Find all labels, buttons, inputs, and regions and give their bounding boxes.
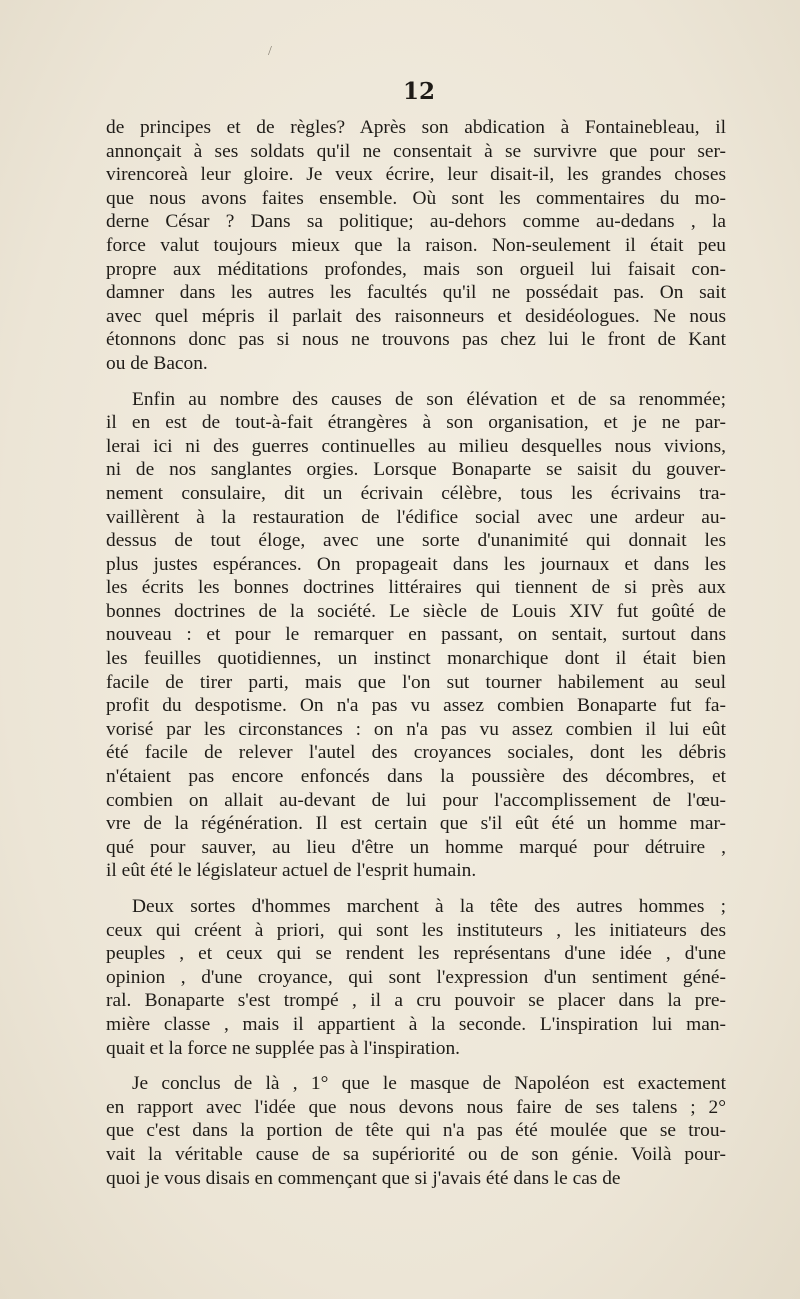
text-line: nement consulaire, dit un écrivain célèbre, tous les écrivains tra-	[106, 482, 726, 504]
text-line: que nous avons faites ensemble. Où sont les commentaires du mo-	[106, 187, 726, 209]
text-line: annonçait à ses soldats qu'il ne consentait à se survivre que pour ser-	[106, 140, 726, 162]
text-line: peuples , et ceux qui se rendent les représentans d'une idée , d'une	[106, 943, 726, 965]
text-line: nouveau : et pour le remarquer en passant, on sentait, surtout dans	[106, 624, 726, 646]
paragraph	[106, 1072, 726, 1190]
text-line: qué pour sauver, au lieu d'être un homme marqué pour détruire ,	[106, 836, 726, 858]
text-line: il eût été le législateur actuel de l'esprit humain.	[106, 860, 477, 882]
page-number: 12	[402, 78, 435, 105]
paragraph	[106, 388, 726, 883]
text-line: propre aux méditations profondes, mais son orgueil lui faisait con-	[106, 258, 726, 280]
text-line: été facile de relever l'autel des croyances sociales, dont les débris	[106, 742, 726, 764]
paragraph-gap	[106, 883, 726, 895]
text-line: virencoreà leur gloire. Je veux écrire, leur disait-il, les grandes choses	[106, 164, 726, 186]
text-line: bonnes doctrines de la société. Le siècle de Louis XIV fut goûté de	[106, 600, 726, 622]
text-line: dessus de tout éloge, avec une sorte d'unanimité qui donnait les	[106, 530, 726, 552]
paragraph	[106, 895, 726, 1060]
paragraph-gap	[106, 376, 726, 388]
text-line: ou de Bacon.	[106, 352, 208, 374]
margin-speck: /	[268, 44, 272, 59]
text-line: de principes et de règles? Après son abdication à Fontainebleau, il	[106, 117, 726, 138]
paragraph	[106, 116, 726, 376]
body-text	[106, 116, 726, 1190]
text-line: étonnons donc pas si nous ne trouvons pas chez lui le front de Kant	[106, 329, 726, 351]
text-line: vre de la régénération. Il est certain que s'il eût été un homme mar-	[106, 813, 726, 835]
text-line: il en est de tout-à-fait étrangères à son organisation, et je ne par-	[106, 412, 726, 434]
text-line: quoi je vous disais en commençant que si j'avais été dans le cas de	[106, 1167, 621, 1189]
text-line: les écrits les bonnes doctrines littéraires qui tiennent de si près aux	[106, 577, 726, 599]
text-line: ceux qui créent à priori, qui sont les instituteurs , les initiateurs des	[106, 919, 726, 941]
text-line: ral. Bonaparte s'est trompé , il a cru pouvoir se placer dans la pre-	[106, 990, 726, 1012]
text-line: ni de nos sanglantes orgies. Lorsque Bonaparte se saisit du gouver-	[106, 459, 726, 481]
text-line: les feuilles quotidiennes, un instinct monarchique dont il était bien	[106, 648, 726, 670]
text-line: force valut toujours mieux que la raison. Non-seulement il était peu	[106, 234, 726, 256]
text-line: Enfin au nombre des causes de son élévation et de sa renommée;	[132, 388, 726, 410]
text-line: profit du despotisme. On n'a pas vu assez combien Bonaparte fut fa-	[106, 695, 726, 717]
text-line: vorisé par les circonstances : on n'a pas vu assez combien il lui eût	[106, 718, 726, 740]
text-line: mière classe , mais il appartient à la seconde. L'inspiration lui man-	[106, 1013, 726, 1035]
text-line: plus justes espérances. On propageait dans les journaux et dans les	[106, 553, 726, 575]
text-line: Je conclus de là , 1° que le masque de Napoléon est exactement	[132, 1073, 726, 1095]
text-line: lerai ici ni des guerres continuelles au milieu desquelles nous vivions,	[106, 435, 726, 457]
text-line: quait et la force ne supplée pas à l'inspiration.	[106, 1037, 461, 1059]
text-line: vait la véritable cause de sa supériorité ou de son génie. Voilà pour-	[106, 1143, 726, 1165]
text-line: damner dans les autres les facultés qu'il ne possédait pas. On sait	[106, 282, 726, 304]
text-line: facile de tirer parti, mais que l'on sut tourner habilement au seul	[106, 671, 726, 693]
text-line: Deux sortes d'hommes marchent à la tête des autres hommes ;	[132, 896, 726, 917]
text-line: que c'est dans la portion de tête qui n'a pas été moulée que se trou-	[106, 1120, 726, 1142]
text-line: n'étaient pas encore enfoncés dans la poussière des décombres, et	[106, 766, 726, 788]
text-line: opinion , d'une croyance, qui sont l'expression d'un sentiment géné-	[106, 966, 726, 988]
text-line: vaillèrent à la restauration de l'édifice social avec une ardeur au-	[106, 506, 726, 528]
text-line: derne César ? Dans sa politique; au-dehors comme au-dedans , la	[106, 211, 726, 233]
text-line: combien on allait au-devant de lui pour l'accomplissement de l'œu-	[106, 789, 726, 811]
text-line: en rapport avec l'idée que nous devons nous faire de ses talens ; 2°	[106, 1096, 726, 1118]
text-line: avec quel mépris il parlait des raisonneurs et desidéologues. Ne nous	[106, 305, 726, 327]
paragraph-gap	[106, 1060, 726, 1072]
